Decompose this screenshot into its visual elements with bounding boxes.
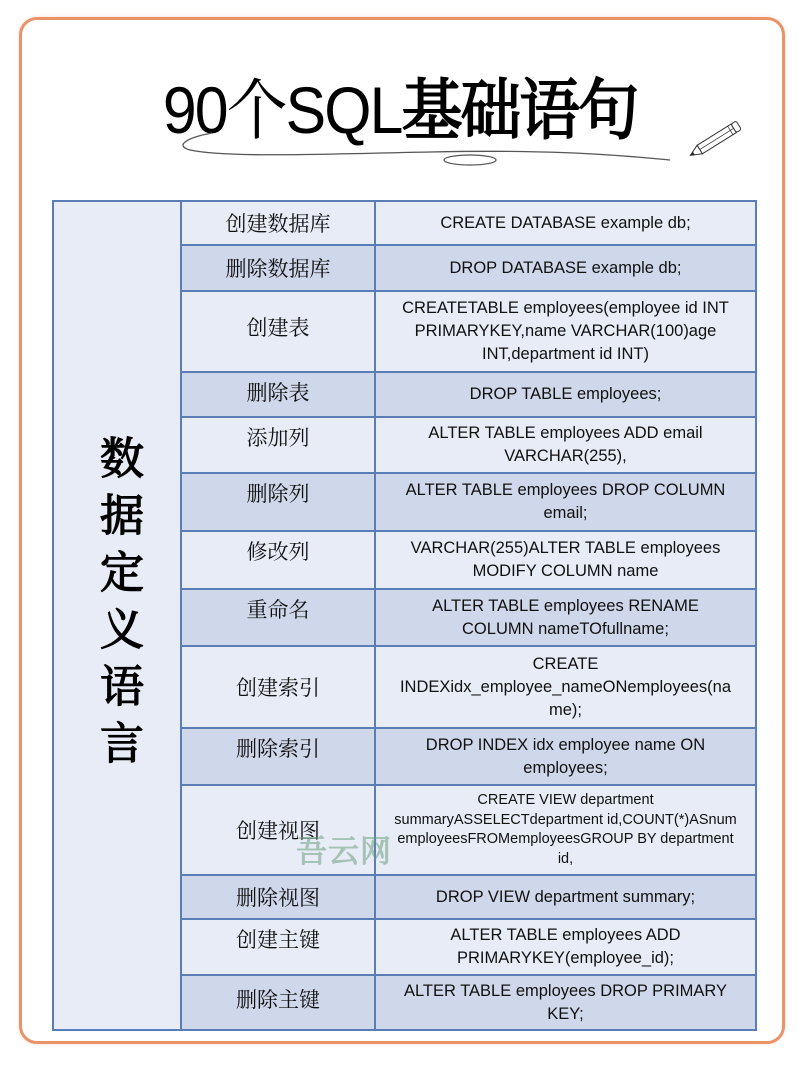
sql-cell: ALTER TABLE employees ADD email VARCHAR(255), (428, 424, 703, 465)
sql-cell: ALTER TABLE employees DROP PRIMARY KEY; (403, 981, 728, 1023)
operation-cell: 修改列 (182, 532, 376, 588)
operation-cell: 删除主键 (182, 976, 376, 1029)
sql-cell: CREATE VIEW department summaryASSELECTdepartment id,COUNT(*)ASnum employeesFROMemployeesGROUP BY department id, (394, 792, 737, 867)
table-row (182, 976, 755, 1029)
sql-cell: CREATE DATABASE example db; (440, 213, 691, 232)
sql-table (52, 200, 757, 1031)
sql-cell: CREATETABLE employees(employee id INT PRIMARYKEY,name VARCHAR(100)age INT,department id INT) (402, 299, 729, 363)
operation-cell: 创建索引 (182, 647, 376, 727)
table-row (182, 246, 755, 292)
title-prefix: 90个SQL (162, 73, 402, 147)
sql-cell: DROP TABLE employees; (469, 385, 662, 403)
sql-cell: ALTER TABLE employees DROP COLUMN email; (405, 481, 726, 522)
table-row (182, 786, 755, 876)
table-row (182, 532, 755, 590)
sql-cell: CREATE INDEXidx_employee_nameONemployees(na me); (399, 654, 732, 719)
sql-cell: VARCHAR(255)ALTER TABLE employees MODIFY COLUMN name (410, 539, 721, 580)
sql-cell: DROP DATABASE example db; (449, 258, 682, 277)
sql-cell: DROP VIEW department summary; (435, 887, 696, 906)
sql-cell: ALTER TABLE employees RENAME COLUMN nameTOfullname; (432, 596, 699, 638)
table-row (182, 590, 755, 647)
table-row (182, 474, 755, 532)
table-row (182, 920, 755, 976)
table-row (182, 418, 755, 474)
operation-cell: 创建数据库 (182, 202, 376, 244)
operation-cell: 创建视图 (182, 786, 376, 874)
operation-cell: 删除视图 (182, 876, 376, 918)
category-cell (54, 202, 182, 1029)
category-label: 数据定义语言 (92, 434, 143, 777)
table-row (182, 647, 755, 729)
flourish-decoration (170, 128, 670, 168)
operation-cell: 删除索引 (182, 729, 376, 784)
sql-cell: DROP INDEX idx employee name ON employees; (425, 735, 706, 777)
watermark: 吾云网 (296, 834, 392, 870)
table-row (182, 729, 755, 786)
operation-cell: 添加列 (182, 418, 376, 472)
operation-cell: 删除数据库 (182, 246, 376, 290)
title-suffix: 基础语句 (401, 73, 638, 147)
operation-cell: 重命名 (182, 590, 376, 645)
sql-cell: ALTER TABLE employees ADD PRIMARYKEY(employee_id); (450, 926, 681, 967)
table-row (182, 292, 755, 373)
operation-cell: 删除列 (182, 474, 376, 530)
table-row (182, 373, 755, 418)
pencil-icon (683, 118, 748, 163)
operation-cell: 创建表 (182, 292, 376, 371)
table-row (182, 876, 755, 920)
table-row (182, 202, 755, 246)
operation-cell: 创建主键 (182, 920, 376, 974)
operation-cell: 删除表 (182, 373, 376, 416)
